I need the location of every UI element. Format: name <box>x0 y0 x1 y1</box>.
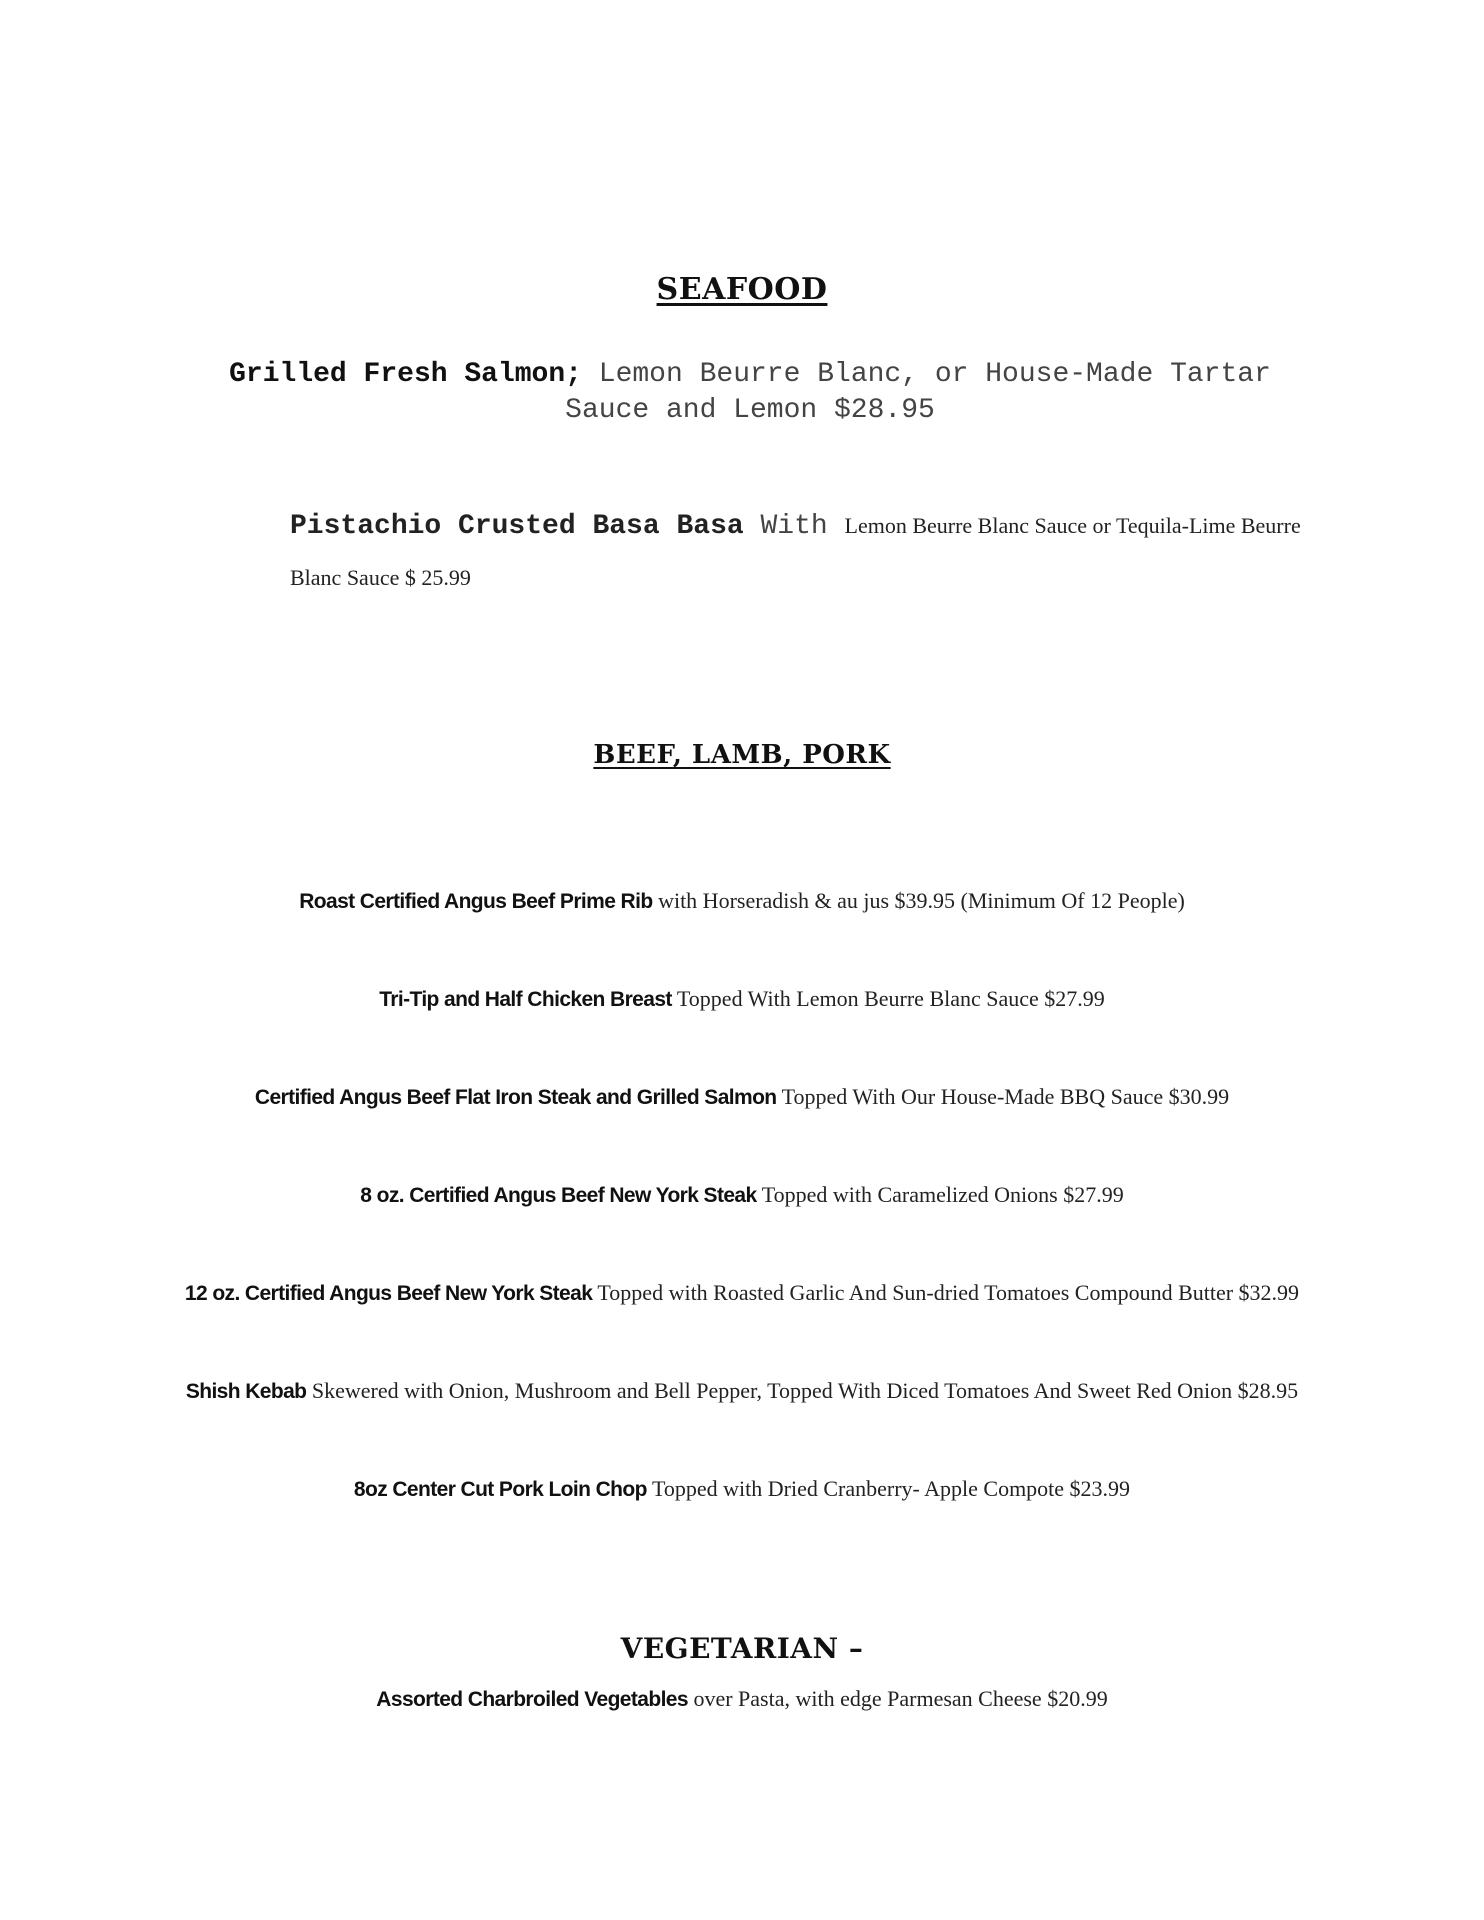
menu-item-pork-loin-chop <box>0 1476 1484 1502</box>
item-description: Topped With Lemon Beurre Blanc Sauce $27.99 <box>671 986 1105 1011</box>
item-description: with Horseradish & au jus $39.95 (Minimum Of 12 People) <box>652 888 1185 913</box>
item-name: Certified Angus Beef Flat Iron Steak and Grilled Salmon <box>254 1086 777 1109</box>
item-name: Roast Certified Angus Beef Prime Rib <box>299 890 653 913</box>
section-heading-seafood: SEAFOOD <box>656 272 828 307</box>
item-name: 8oz Center Cut Pork Loin Chop <box>353 1478 647 1501</box>
section-heading-vegetarian: VEGETARIAN – <box>620 1632 864 1665</box>
item-description: Topped with Dried Cranberry- Apple Compote $23.99 <box>646 1476 1131 1501</box>
item-name: 8 oz. Certified Angus Beef New York Steak <box>360 1184 757 1207</box>
menu-item-tri-tip-chicken <box>0 986 1484 1012</box>
item-name: Pistachio Crusted Basa Basa <box>290 511 744 542</box>
item-description: Topped With Our House-Made BBQ Sauce $30.99 <box>776 1084 1230 1109</box>
menu-item-8oz-ny-steak <box>0 1182 1484 1208</box>
item-description: Lemon Beurre Blanc Sauce or Tequila-Lime Beurre Blanc Sauce $ 25.99 <box>290 513 1301 590</box>
menu-item-12oz-ny-steak <box>0 1280 1484 1306</box>
item-connector: With <box>743 511 845 542</box>
item-name: Grilled Fresh Salmon; <box>229 359 582 390</box>
menu-item-prime-rib <box>0 888 1484 914</box>
section-heading-beef-lamb-pork: BEEF, LAMB, PORK <box>593 740 891 770</box>
menu-item-shish-kebab <box>0 1378 1484 1404</box>
item-description: Topped with Caramelized Onions $27.99 <box>756 1182 1124 1207</box>
item-description: Topped with Roasted Garlic And Sun-dried Tomatoes Compound Butter $32.99 <box>592 1280 1300 1305</box>
item-name: Tri-Tip and Half Chicken Breast <box>379 988 672 1011</box>
menu-item-charbroiled-vegetables <box>0 1686 1484 1712</box>
item-name: 12 oz. Certified Angus Beef New York Steak <box>184 1282 593 1305</box>
item-name: Assorted Charbroiled Vegetables <box>376 1688 688 1711</box>
item-name: Shish Kebab <box>185 1380 307 1403</box>
menu-item-pistachio-basa <box>290 500 1330 603</box>
menu-item-grilled-salmon <box>200 356 1300 428</box>
item-description: Skewered with Onion, Mushroom and Bell Pepper, Topped With Diced Tomatoes And Sweet Red Onion $28.95 <box>306 1378 1299 1403</box>
item-description: Lemon Beurre Blanc, or House-Made Tartar Sauce and Lemon $28.95 <box>565 359 1271 426</box>
item-description: over Pasta, with edge Parmesan Cheese $20.99 <box>687 1686 1108 1711</box>
menu-item-flat-iron-salmon <box>0 1084 1484 1110</box>
